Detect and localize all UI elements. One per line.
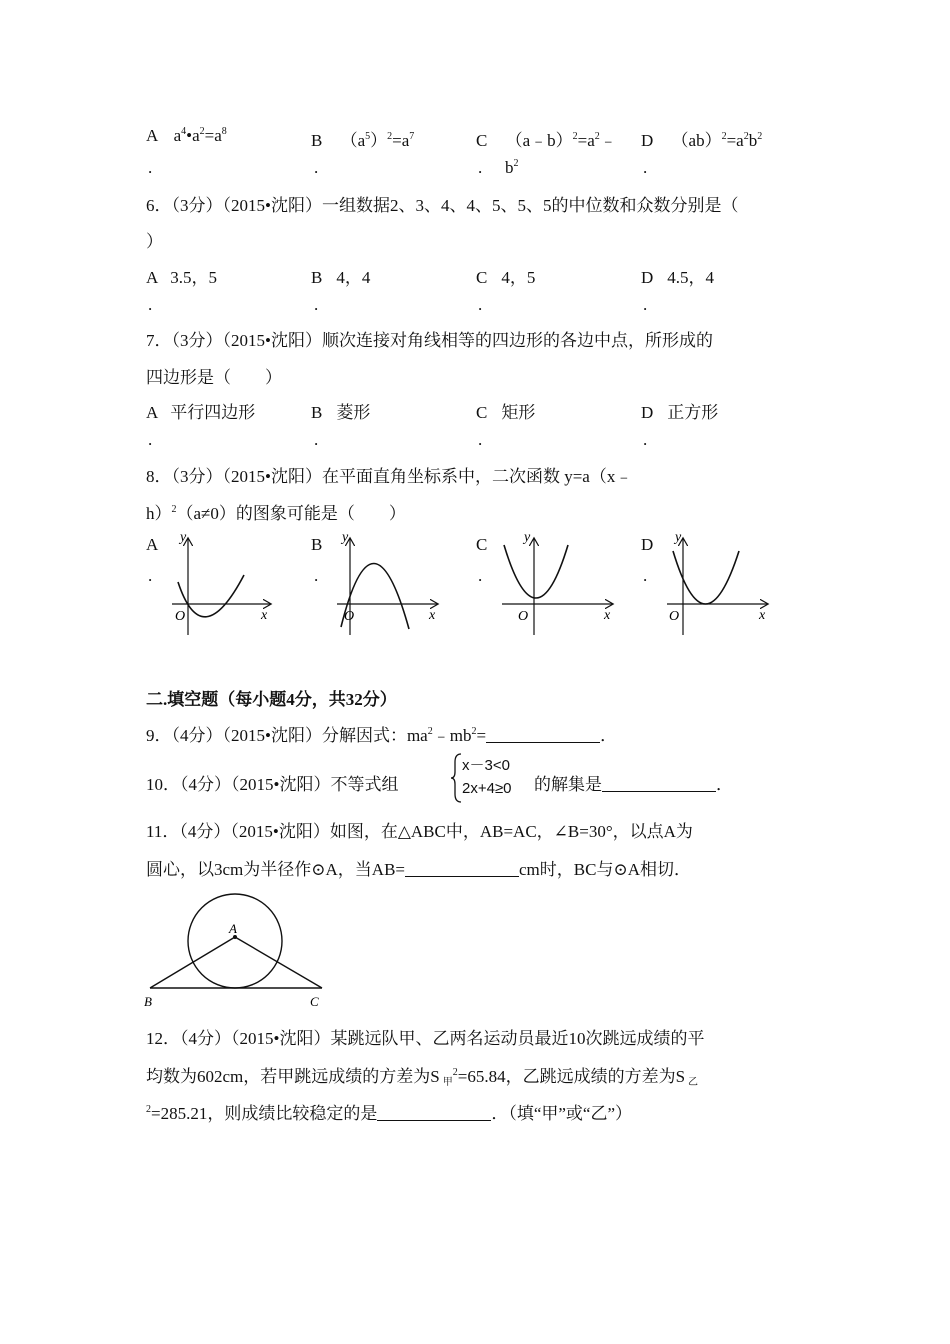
q6-option-d: D 4.5，4: [641, 268, 715, 287]
q7-option-d: D 正方形: [641, 403, 719, 422]
q8-text-cont: h）$^2$（a≠0）的图象可能是（ ）: [146, 504, 406, 523]
point-c-label: C: [310, 994, 319, 1009]
q5-option-d: D $(ab)^2=a^2b^2$: [641, 131, 763, 150]
y-axis-label: y: [524, 530, 531, 545]
origin-label: O: [518, 609, 529, 624]
x-axis-label: x: [261, 608, 268, 623]
q6-text: 6．（3分）（2015•沈阳）一组数据2、3、4、4、5、5、5的中位数和众数分别是（: [146, 196, 739, 215]
q5-option-a: A $a^4•a^2=a^8$: [146, 126, 227, 145]
q8-option-d-letter: D: [641, 535, 654, 554]
q6-option-c: C 4，5: [476, 268, 536, 287]
q11-text-cont: 圆心，以3cm为半径作⊙A，当AB= cm时，BC与⊙A相切．: [146, 860, 691, 879]
x-axis-label: x: [759, 608, 766, 623]
inequality-row-1: x－3<0: [462, 757, 510, 774]
y-axis-label: y: [342, 530, 349, 545]
x-axis-label: x: [429, 608, 436, 623]
q10-answer-blank[interactable]: [602, 777, 716, 792]
q12-text-cont2: $^2$=285.21，则成绩比较稳定的是 ．（填“甲”或“乙”）: [146, 1104, 633, 1123]
q5-option-c-line2: $b^2$: [505, 158, 519, 177]
q6-text-cont: ）: [146, 232, 163, 251]
q10-inequality-system: [450, 752, 540, 804]
y-axis-label: y: [180, 530, 187, 545]
point-b-label: B: [144, 994, 152, 1009]
q12-answer-blank[interactable]: [377, 1106, 491, 1121]
inequality-row-2: 2x+4≥0: [462, 780, 512, 797]
q8-graph-b: [333, 527, 443, 639]
q8-graph-d: [663, 527, 773, 639]
q7-option-c: C 矩形: [476, 403, 536, 422]
q7-text: 7．（3分）（2015•沈阳）顺次连接对角线相等的四边形的各边中点，所形成的: [146, 331, 713, 350]
q8-option-b-letter: B: [311, 535, 323, 554]
q8-graph-c: [498, 527, 618, 639]
q7-text-cont: 四边形是（ ）: [146, 368, 282, 387]
q5-option-b: B $(a^5)^2=a^7$: [311, 131, 415, 150]
q5-option-c: C $(a﹣b)^2=a^2﹣$: [476, 131, 617, 150]
origin-label: O: [175, 609, 186, 624]
q12-text: 12．（4分）（2015•沈阳）某跳远队甲、乙两名运动员最近10次跳远成绩的平: [146, 1029, 705, 1048]
q11-answer-blank[interactable]: [405, 862, 519, 877]
q11-triangle-circle-figure: [140, 890, 340, 1012]
x-axis-label: x: [604, 608, 611, 623]
q8-option-a-letter: A: [146, 535, 159, 554]
q8-option-c-letter: C: [476, 535, 488, 554]
q6-option-a: A 3.5，5: [146, 268, 218, 287]
q6-option-b: B 4，4: [311, 268, 371, 287]
section-title: 二.填空题（每小题4分，共32分）: [146, 690, 397, 709]
y-axis-label: y: [675, 530, 682, 545]
q9-text: 9．（4分）（2015•沈阳）分解因式：$ma^2﹣mb^2=$ ．: [146, 726, 618, 745]
q12-text-cont: 均数为602cm，若甲跳远成绩的方差为S $_甲^2$=65.84，乙跳远成绩的方差为S $_乙$: [146, 1067, 699, 1088]
q7-option-b: B 菱形: [311, 403, 371, 422]
origin-label: O: [669, 609, 680, 624]
point-a-label: A: [229, 921, 237, 936]
q10-text-pre: 10．（4分）（2015•沈阳）不等式组: [146, 775, 399, 794]
q8-graph-a: [168, 527, 278, 639]
q9-answer-blank[interactable]: [486, 728, 600, 743]
origin-label: O: [344, 609, 355, 624]
q8-text: 8．（3分）（2015•沈阳）在平面直角坐标系中，二次函数 y=a（x﹣: [146, 467, 633, 486]
q7-option-a: A 平行四边形: [146, 403, 256, 422]
q11-text: 11．（4分）（2015•沈阳）如图，在△ABC中，AB=AC，∠B=30°，以点A为: [146, 822, 693, 841]
q10-text-post: 的解集是 ．: [534, 775, 733, 794]
